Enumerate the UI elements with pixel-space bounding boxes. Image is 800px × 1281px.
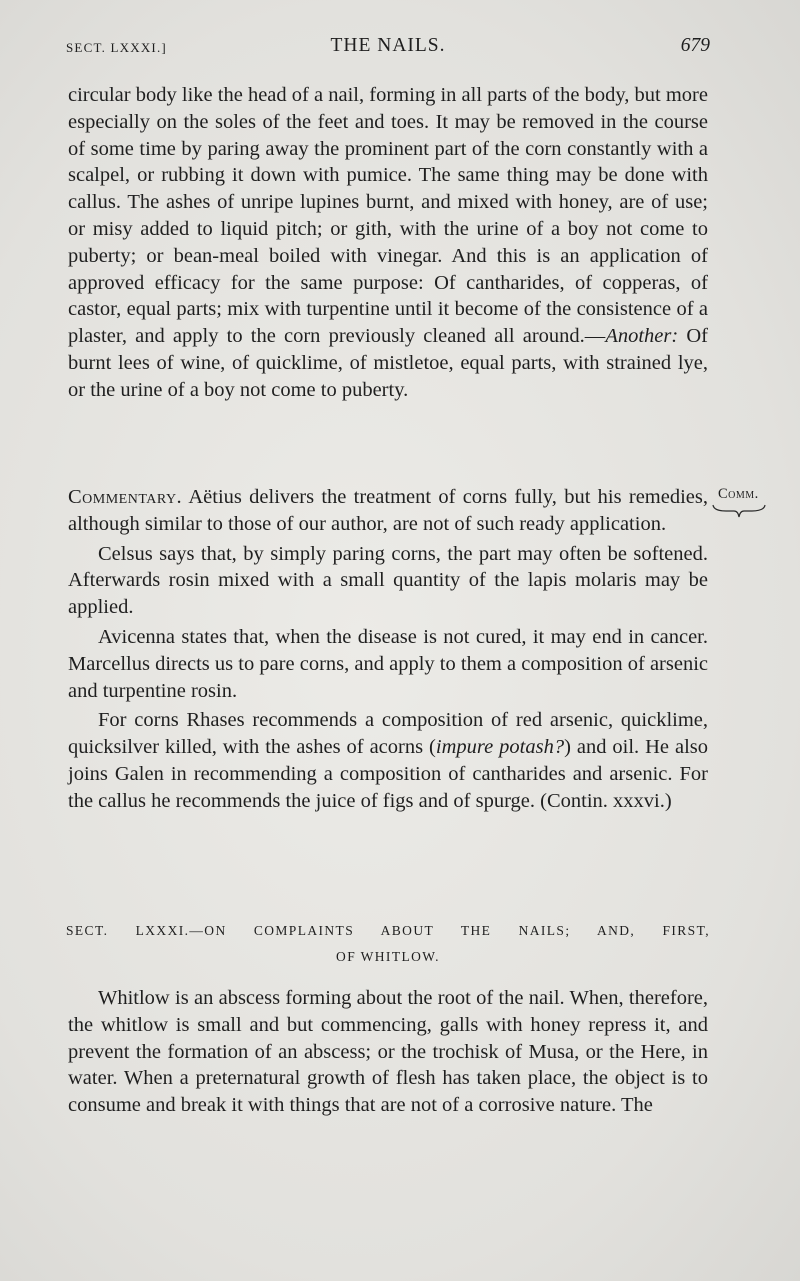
running-head-section: SECT. LXXXI.] bbox=[66, 40, 167, 55]
paragraph-commentary bbox=[68, 484, 708, 538]
commentary-label: Commentary. bbox=[68, 486, 183, 508]
margin-brace-icon bbox=[712, 503, 766, 519]
commentary-body: Aëtius delivers the treatment of corns fully, but his remedies, although similar to those of our author, are not of such ready application. bbox=[68, 486, 708, 535]
paragraph-rhases-part-1: For corns Rhases recommends a composition of red arsenic, quicklime, quicksilver killed, with the ashes of acorns ( bbox=[68, 709, 708, 759]
section-heading bbox=[66, 918, 710, 970]
section-heading-line-1: SECT. LXXXI.—ON COMPLAINTS ABOUT THE NAILS; AND, FIRST, bbox=[66, 923, 710, 938]
corn-treatment-text bbox=[68, 82, 708, 404]
commentary-text bbox=[68, 484, 708, 818]
paragraph-corns-part-1: circular body like the head of a nail, forming in all parts of the body, but more especially on the soles of the feet and toes. It may be removed in the course of some time by paring away the prominent part of the corn constantly with a scalpel, or rubbing it down with pumice. The same thing may be done with callus. The ashes of unripe lupines burnt, and mixed with honey, are of use; or misy added to liquid pitch; or gith, with the urine of a boy not come to puberty; or bean-meal boiled with vinegar. And this is an application of approved efficacy for the same purpose: Of cantharides, of copperas, of castor, equal parts; mix with turpentine until it become of the consistence of a plaster, and apply to the corn previously cleaned all around.— bbox=[68, 84, 708, 348]
paragraph-rhases-part-2: ) and oil. He also joins Galen in recommending a composition of cantharides and arsenic. For the callus he recommends the juice of figs and of spurge. (Contin. xxxvi.) bbox=[68, 736, 709, 812]
whitlow-text bbox=[68, 985, 708, 1119]
italic-impure-potash: impure potash? bbox=[435, 736, 565, 759]
margin-note-comm: Comm. bbox=[718, 486, 759, 502]
paragraph-corns bbox=[68, 82, 708, 404]
paragraph-corns-part-2: Of burnt lees of wine, of quicklime, of mistletoe, equal parts, with strained lye, or the urine of a boy not come to puberty. bbox=[68, 325, 708, 401]
paragraph-celsus: Celsus says that, by simply paring corns, the part may often be softened. Afterwards rosin mixed with a small quantity of the lapis molaris may be applied. bbox=[68, 542, 708, 619]
running-head-title: THE NAILS. bbox=[330, 35, 446, 56]
page-number: 679 bbox=[680, 35, 710, 56]
section-heading-line-2: OF WHITLOW. bbox=[336, 949, 440, 964]
paragraph-whitlow: Whitlow is an abscess forming about the root of the nail. When, therefore, the whitlow is small and but commencing, galls with honey repress it, and prevent the formation of an abscess; or the trochisk of Musa, or the Here, in water. When a preternatural growth of flesh has taken place, the object is to consume and break it with things that are not of a corrosive nature. The bbox=[68, 987, 708, 1117]
running-head bbox=[66, 34, 710, 64]
paragraph-rhases bbox=[68, 707, 708, 814]
italic-another: Another: bbox=[605, 325, 679, 348]
paragraph-avicenna: Avicenna states that, when the disease is not cured, it may end in cancer. Marcellus directs us to pare corns, and apply to them a composition of arsenic and turpentine rosin. bbox=[68, 625, 708, 702]
